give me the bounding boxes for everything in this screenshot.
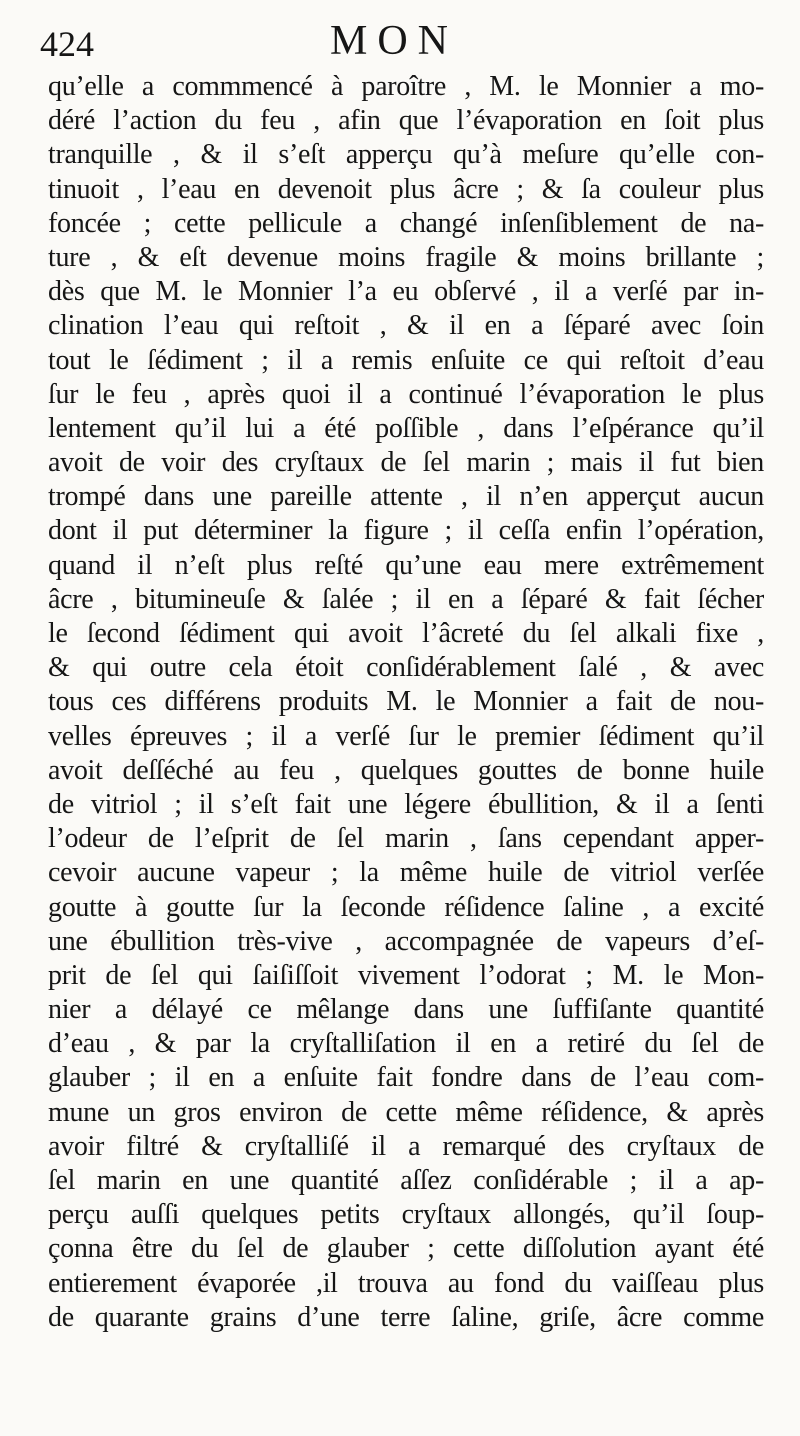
text-line: de vitriol ; il s’eſt fait une légere ébullition, & il a ſenti: [48, 788, 764, 820]
page-header: [0, 14, 800, 74]
text-line: avoit deſſéché au feu , quelques gouttes de bonne huile: [48, 754, 764, 786]
text-line: foncée ; cette pellicule a changé inſenſiblement de na-: [48, 207, 764, 239]
text-line: trompé dans une pareille attente , il n’en apperçut aucun: [48, 481, 764, 513]
text-line: ſel marin en une quantité aſſez conſidérable ; il a ap-: [48, 1165, 764, 1196]
page-number: 424: [40, 24, 94, 64]
text-line: avoit de voir des cryſtaux de ſel marin ; mais il fut bien: [48, 447, 764, 479]
text-line: perçu auſſi quelques petits cryſtaux allongés, qu’il ſoup-: [48, 1199, 764, 1231]
text-line: lentement qu’il lui a été poſſible , dans l’eſpérance qu’il: [48, 412, 764, 444]
text-line: tinuoit , l’eau en devenoit plus âcre ; & ſa couleur plus: [48, 173, 764, 205]
text-line: prit de ſel qui ſaiſiſſoit vivement l’odorat ; M. le Mon-: [48, 959, 764, 991]
text-line: ture , & eſt devenue moins fragile & moins brillante ;: [48, 241, 764, 273]
text-line: ſur le feu , après quoi il a continué l’évaporation le plus: [48, 378, 764, 410]
text-line: avoir filtré & cryſtalliſé il a remarqué des cryſtaux de: [48, 1130, 764, 1162]
text-line: déré l’action du feu , afin que l’évaporation en ſoit plus: [48, 105, 764, 137]
text-line: quand il n’eſt plus reſté qu’une eau mere extrêmement: [48, 549, 764, 581]
text-line: glauber ; il en a enſuite fait fondre dans de l’eau com-: [48, 1062, 764, 1094]
text-line: de quarante grains d’une terre ſaline, griſe, âcre comme: [48, 1301, 764, 1333]
text-line: goutte à goutte ſur la ſeconde réſidence ſaline , a excité: [48, 891, 764, 923]
text-line: cevoir aucune vapeur ; la même huile de vitriol verſée: [48, 857, 764, 889]
text-line: tranquille , & il s’eſt apperçu qu’à meſure qu’elle con-: [48, 139, 764, 171]
text-line: le ſecond ſédiment qui avoit l’âcreté du ſel alkali fixe ,: [48, 618, 764, 649]
text-line: qu’elle a commmencé à paroître , M. le Monnier a mo-: [48, 71, 764, 102]
text-line: velles épreuves ; il a verſé ſur le premier ſédiment qu’il: [48, 720, 764, 752]
text-line: tout le ſédiment ; il a remis enſuite ce qui reſtoit d’eau: [48, 344, 764, 376]
text-line: mune un gros environ de cette même réſidence, & après: [48, 1096, 764, 1128]
text-line: çonna être du ſel de glauber ; cette diſſolution ayant été: [48, 1233, 764, 1265]
text-line: entierement évaporée ,il trouva au fond du vaiſſeau plus: [48, 1267, 764, 1299]
text-line: d’eau , & par la cryſtalliſation il en a retiré du ſel de: [48, 1028, 764, 1060]
text-line: dont il put déterminer la figure ; il ceſſa enfin l’opération,: [48, 515, 764, 547]
running-head: MON: [330, 18, 459, 64]
text-line: âcre , bitumineuſe & ſalée ; il en a ſéparé & fait ſécher: [48, 583, 764, 615]
text-line: une ébullition très-vive , accompagnée de vapeurs d’eſ-: [48, 925, 764, 957]
body-text: [48, 70, 764, 1335]
text-line: dès que M. le Monnier l’a eu obſervé , il a verſé par in-: [48, 276, 764, 308]
text-line: tous ces différens produits M. le Monnier a fait de nou-: [48, 686, 764, 718]
text-line: & qui outre cela étoit conſidérablement ſalé , & avec: [48, 652, 764, 684]
text-line: clination l’eau qui reſtoit , & il en a ſéparé avec ſoin: [48, 310, 764, 342]
text-line: nier a délayé ce mêlange dans une ſuffiſante quantité: [48, 994, 764, 1026]
text-line: l’odeur de l’eſprit de ſel marin , ſans cependant apper-: [48, 823, 764, 855]
